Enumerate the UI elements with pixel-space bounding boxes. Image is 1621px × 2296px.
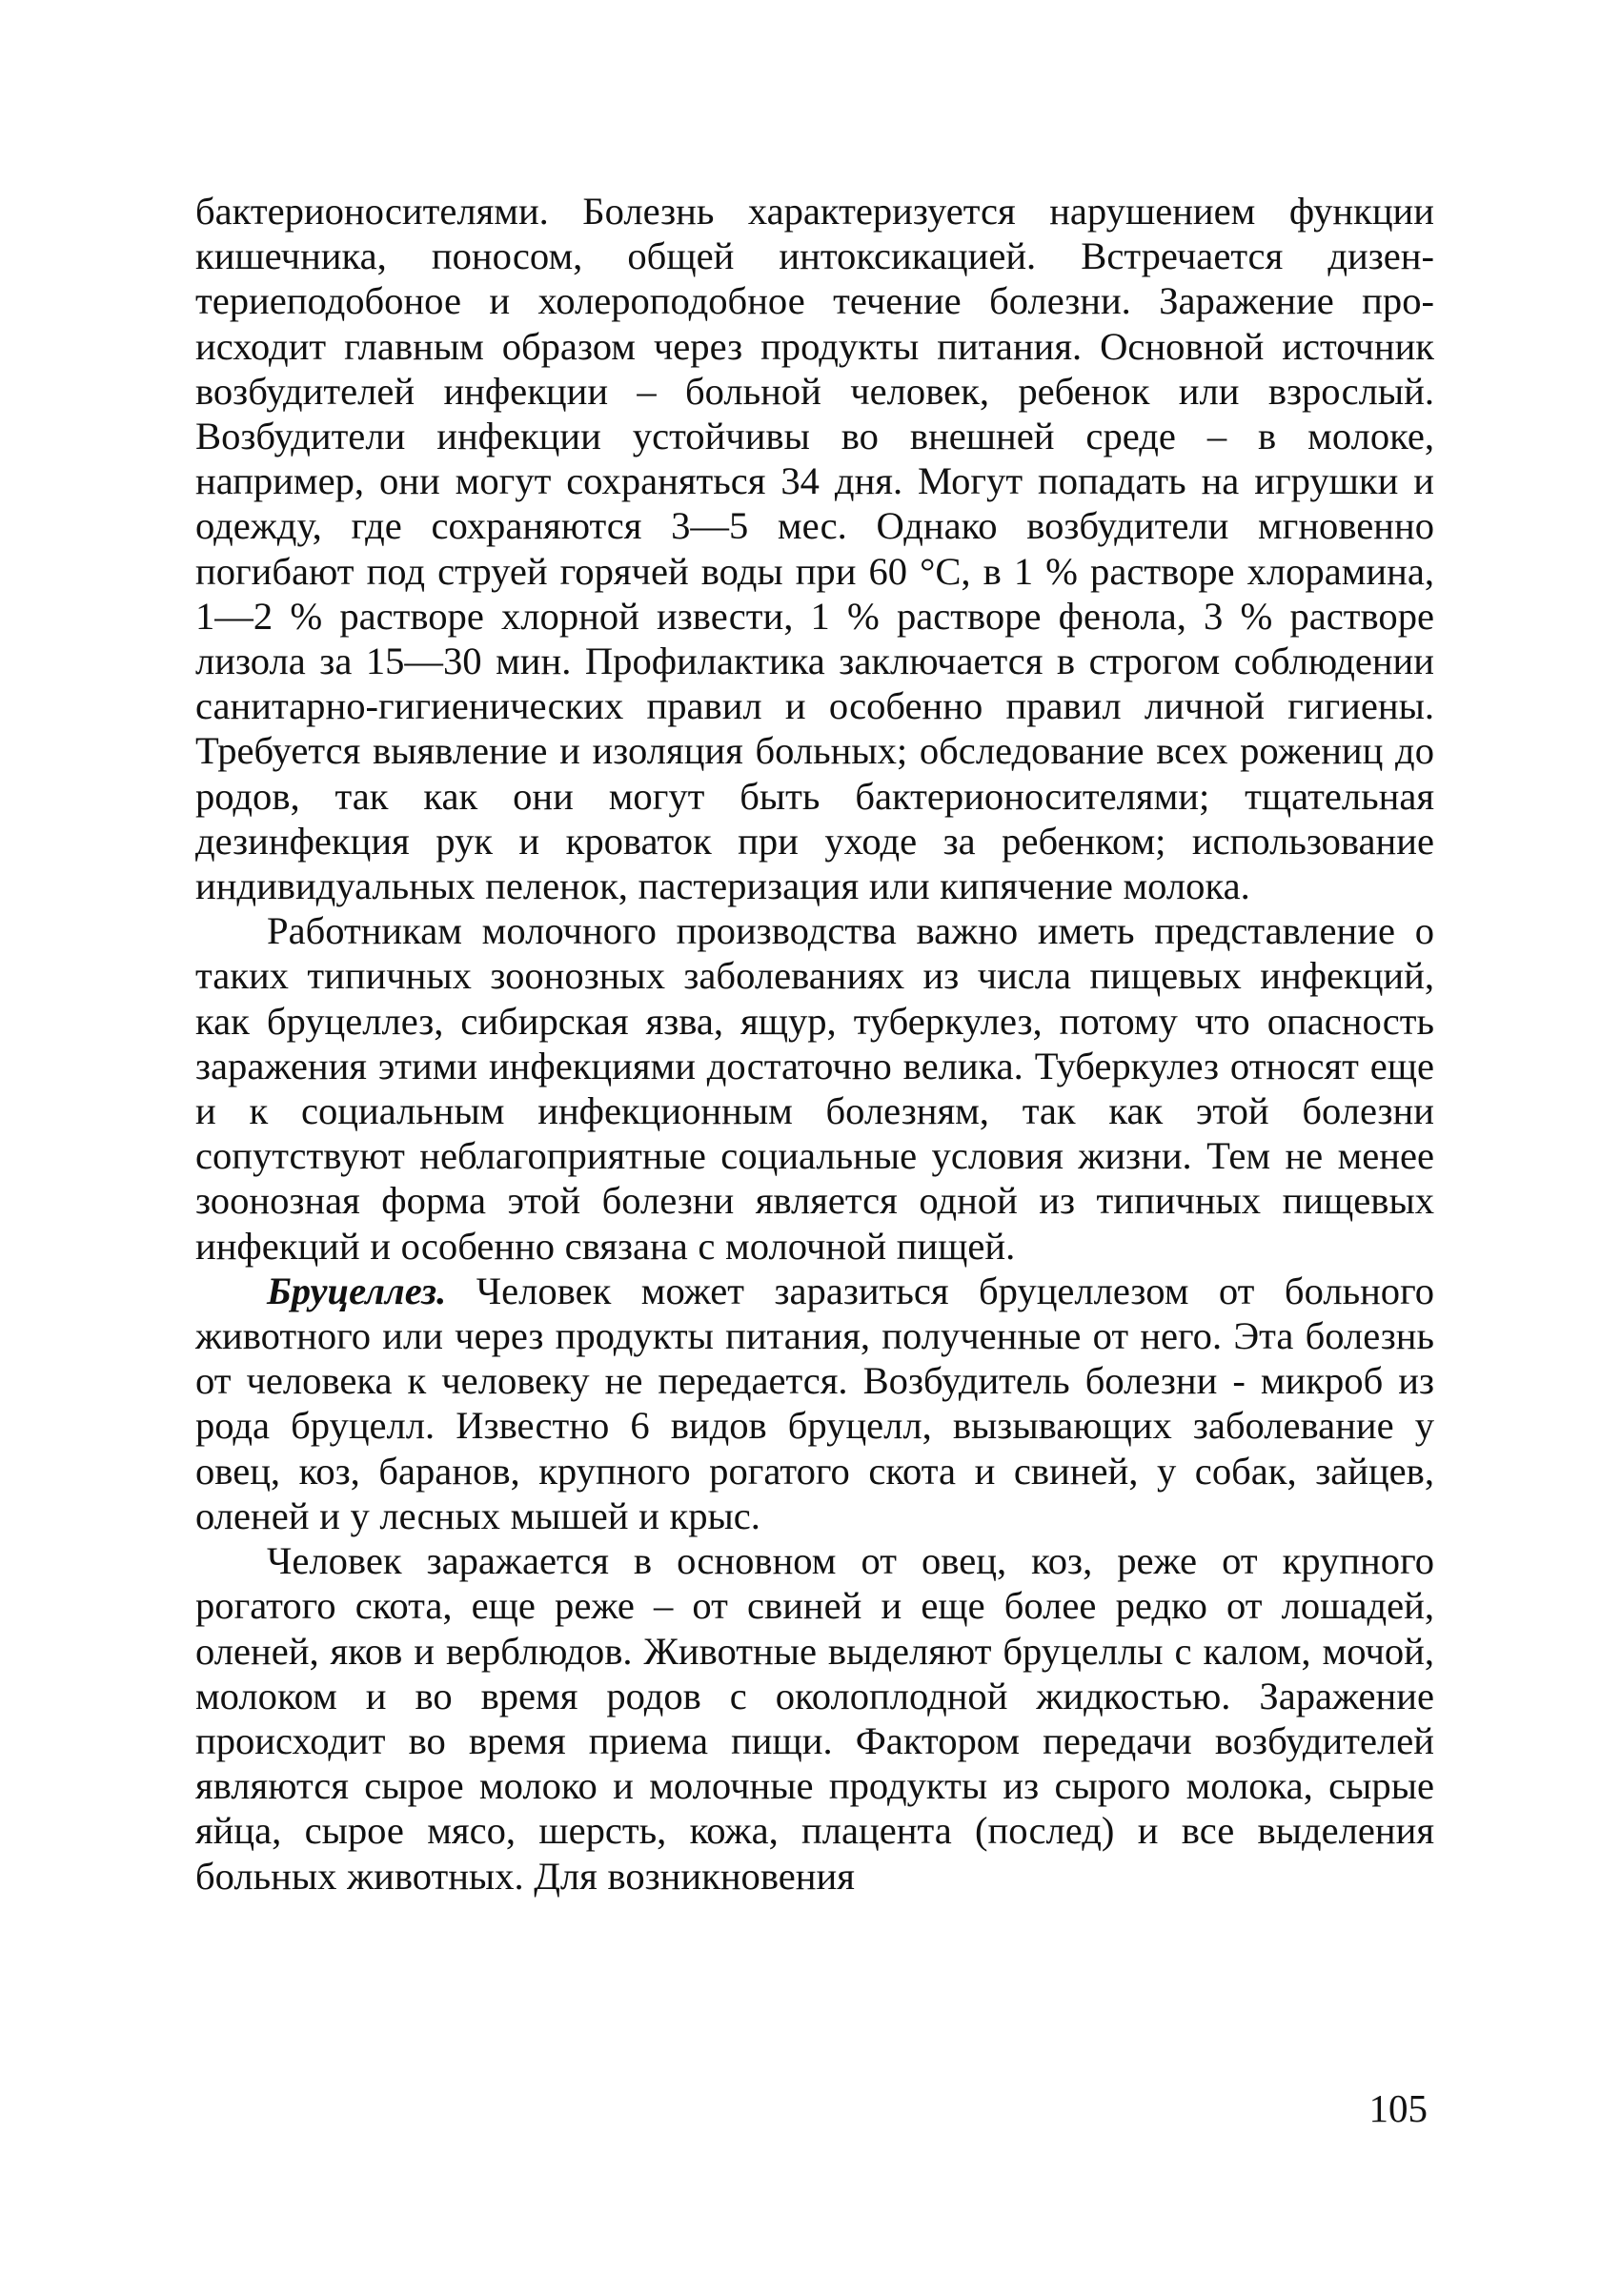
section-lead-term: Бруцеллез. — [267, 1269, 447, 1312]
paragraph-infection-sources — [195, 1538, 1434, 1899]
paragraph-brucellosis — [195, 1269, 1434, 1538]
page-body — [195, 189, 1434, 1899]
paragraph-dairy-workers — [195, 908, 1434, 1269]
paragraph-text: Человек может заразиться бруцеллезом от больного животного или через продукты питания, полученные от него. Эта болезнь от человека к человеку не передается. Возбудитель болезни - микроб из рода бруцелл. Известно 6 видов бруцелл, вызывающих заболевание у овец, коз, баранов, крупного рогатого скота и свиней, у собак, зайцев, оленей и у лесных мышей и крыс. — [195, 1269, 1434, 1537]
paragraph-text: Человек заражается в основном от овец, коз, реже от крупного рогатого скота, еще реже – от свиней и еще более редко от лошадей, оленей, яков и верблюдов. Животные выделяют бруцеллы с калом, мочой, молоком и во время родов с околоплодной жидкостью. Заражение происходит во время приема пищи. Фактором передачи возбудителей являются сырое молоко и молочные продукты из сырого молока, сырые яйца, сырое мясо, шерсть, кожа, плацента (послед) и все выделения больных животных. Для возникновения — [195, 1539, 1434, 1898]
page-number: 105 — [1368, 2086, 1428, 2130]
paragraph-text: Работникам молочного производства важно иметь представление о таких типичных зоонозных заболеваниях из числа пищевых инфекций, как бруцеллез, сибирская язва, ящур, туберкулез, потому что опасность заражения этими инфекциями достаточно велика. Туберкулез относят еще и к социальным инфекционным болезням, так как этой болезни сопутствуют неблагоприятные социальные условия жизни. Тем не менее зоонозная форма этой болезни является одной из типичных пищевых инфекций и особенно связана с молочной пищей. — [195, 909, 1434, 1268]
paragraph-dysentery-continued — [195, 189, 1434, 908]
paragraph-text: бактерионосителями. Болезнь характеризуется нарушением функции кишечника, поносом, общей интоксикацией. Встречается дизентериеподобоное и холероподобное течение болезни. Заражение происходит главным образом через продукты питания. Основной источник возбудителей инфекции – больной человек, ребенок или взрослый. Возбудители инфекции устойчивы во внешней среде – в молоке, например, они могут сохраняться 34 дня. Могут попадать на игрушки и одежду, где сохраняются 3—5 мес. Однако возбудители мгновенно погибают под струей горячей воды при 60 °С, в 1 % растворе хлорамина, 1—2 % растворе хлорной извести, 1 % растворе фенола, 3 % растворе лизола за 15—30 мин. Профилактика заключается в строгом соблюдении санитарно-гигиенических правил и особенно правил личной гигиены. Требуется выявление и изоляция больных; обследование всех рожениц до родов, так как они могут быть бактерионосителями; тщательная дезинфекция рук и кроваток при уходе за ребенком; использование индивидуальных пеленок, пастеризация или кипячение молока. — [195, 190, 1434, 908]
